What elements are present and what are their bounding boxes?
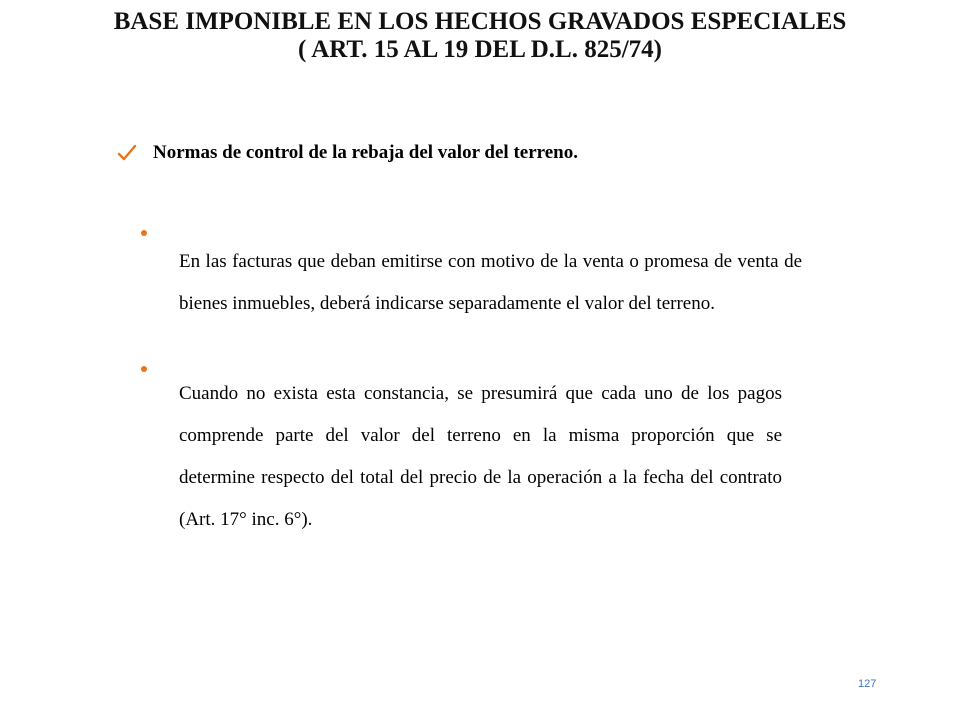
title-line-2: ( ART. 15 AL 19 DEL D.L. 825/74): [298, 36, 662, 63]
checkmark-icon: [117, 143, 137, 163]
page-number: 127: [858, 678, 877, 690]
slide-title: [60, 8, 900, 64]
bullet-paragraph-2: Cuando no exista esta constancia, se presumirá que cada uno de los pagos comprende parte del valor del terreno en la misma proporción que se determine respecto del total del precio de la operación a la fecha del contrato (Art. 17° inc. 6°).: [179, 383, 782, 530]
section-heading: [117, 142, 578, 164]
section-heading-text: Normas de control de la rebaja del valor del terreno.: [153, 142, 578, 163]
title-line-1: BASE IMPONIBLE EN LOS HECHOS GRAVADOS ESPECIALES: [113, 8, 847, 35]
bullet-paragraph-1: En las facturas que deban emitirse con motivo de la venta o promesa de venta de bienes inmuebles, deberá indicarse separadamente el valor del terreno.: [179, 251, 802, 314]
